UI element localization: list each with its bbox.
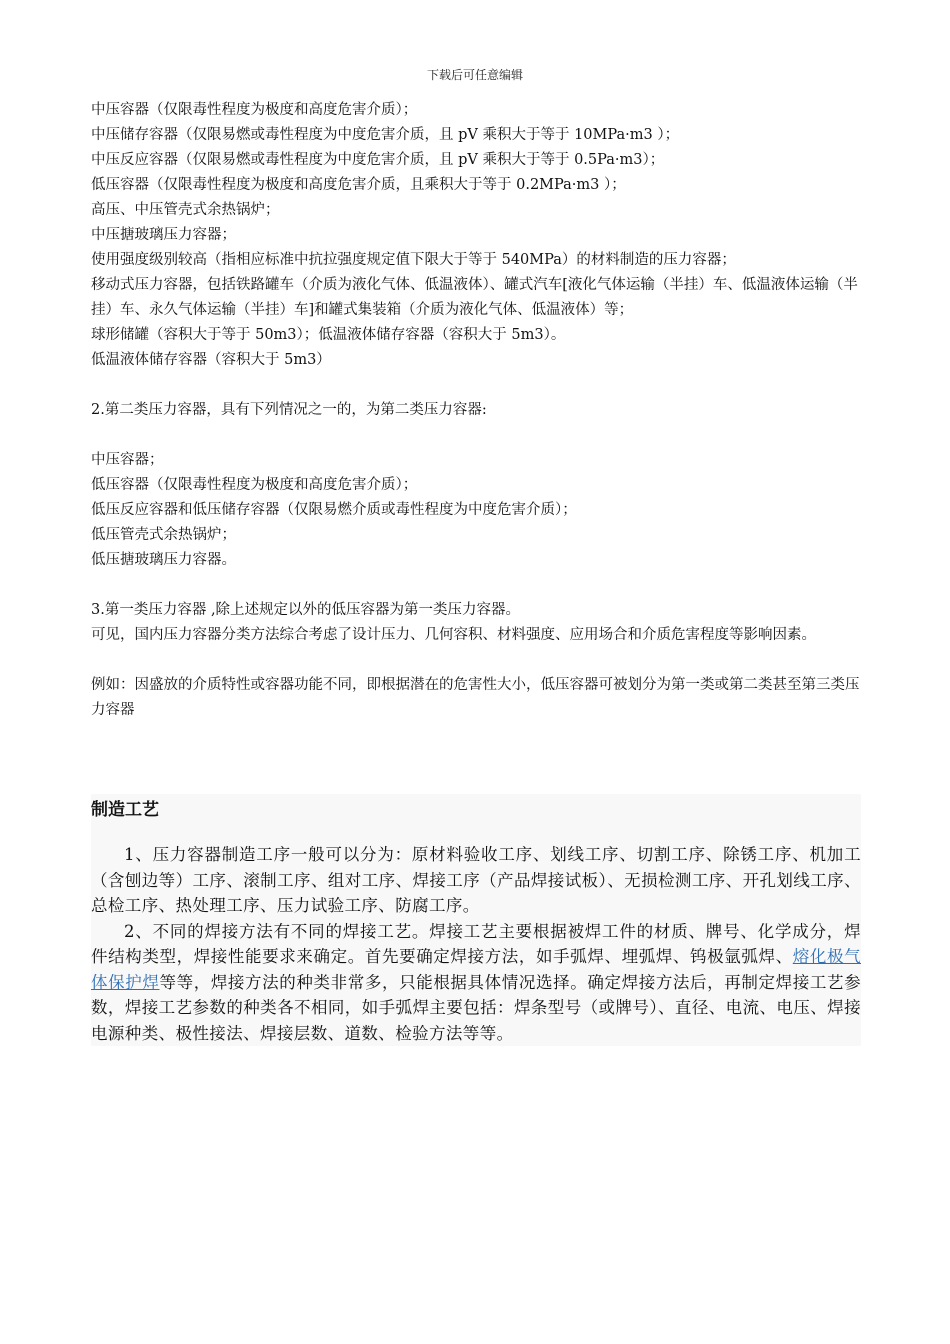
example-paragraph: 例如：因盛放的介质特性或容器功能不同，即根据潜在的危害性大小，低压容器可被划分为第一类或第二类甚至第三类压力容器	[91, 677, 860, 718]
text-line: 中压储存容器（仅限易燃或毒性程度为中度危害介质，且 pV 乘积大于等于 10MPa·m3 ）；	[91, 127, 680, 143]
text-line: 低压管壳式余热锅炉；	[91, 527, 236, 543]
section-title: 制造工艺	[91, 800, 159, 820]
manufacturing-paragraph-1: 1、压力容器制造工序一般可以分为：原材料验收工序、划线工序、切割工序、除锈工序、机加工（含刨边等）工序、滚制工序、组对工序、焊接工序（产品焊接试板）、无损检测工序、开孔划线工序、总检工序、热处理工序、压力试验工序、防腐工序。	[91, 845, 861, 915]
manufacturing-paragraph-2	[91, 919, 861, 1047]
text-line: 低压容器（仅限毒性程度为极度和高度危害介质）；	[91, 477, 418, 493]
category-3-heading: 3.第一类压力容器 ,除上述规定以外的低压容器为第一类压力容器。	[91, 602, 521, 618]
gmaw-link[interactable]: 熔化极气体保护焊	[91, 947, 861, 992]
text-paragraph: 移动式压力容器，包括铁路罐车（介质为液化气体、低温液体）、罐式汽车[液化气体运输（半挂）车、低温液体运输（半挂）车、永久气体运输（半挂）车]和罐式集装箱（介质为液化气体、低温液体）等；	[91, 277, 858, 318]
text-line: 球形储罐（容积大于等于 50m3）；低温液体储存容器（容积大于 5m3）。	[91, 327, 566, 343]
text-line: 低压反应容器和低压储存容器（仅限易燃介质或毒性程度为中度危害介质）；	[91, 502, 577, 518]
text-line: 使用强度级别较高（指相应标准中抗拉强度规定值下限大于等于 540MPa）的材料制造的压力容器；	[91, 252, 736, 268]
text-line: 高压、中压管壳式余热锅炉；	[91, 202, 280, 218]
paragraph-text: 等等，焊接方法的种类非常多，只能根据具体情况选择。确定焊接方法后，再制定焊接工艺参数，焊接工艺参数的种类各不相同，如手弧焊主要包括：焊条型号（或牌号）、直径、电流、电压、焊接电源种类、极性接法、焊接层数、道数、检验方法等等。	[91, 972, 861, 1043]
text-line: 中压反应容器（仅限易燃或毒性程度为中度危害介质，且 pV 乘积大于等于 0.5Pa·m3）；	[91, 152, 665, 168]
text-line: 中压搪玻璃压力容器；	[91, 227, 236, 243]
text-line: 低压容器（仅限毒性程度为极度和高度危害介质，且乘积大于等于 0.2MPa·m3 ）；	[91, 177, 626, 193]
paragraph-text: 2、不同的焊接方法有不同的焊接工艺。焊接工艺主要根据被焊工件的材质、牌号、化学成分，焊件结构类型，焊接性能要求来确定。首先要确定焊接方法，如手弧焊、埋弧焊、钨极氩弧焊、	[91, 921, 861, 966]
page-header: 下载后可任意编辑	[426, 68, 523, 82]
manufacturing-section	[91, 794, 861, 1046]
text-line: 低压搪玻璃压力容器。	[91, 552, 236, 568]
text-line: 低温液体储存容器（容积大于 5m3）	[91, 352, 331, 368]
text-line: 中压容器；	[91, 452, 164, 468]
document-body	[91, 98, 861, 723]
category-2-heading: 2.第二类压力容器，具有下列情况之一的，为第二类压力容器:	[91, 402, 487, 418]
text-line: 中压容器（仅限毒性程度为极度和高度危害介质）；	[91, 102, 418, 118]
summary-paragraph: 可见，国内压力容器分类方法综合考虑了设计压力、几何容积、材料强度、应用场合和介质危害程度等影响因素。	[91, 627, 816, 643]
